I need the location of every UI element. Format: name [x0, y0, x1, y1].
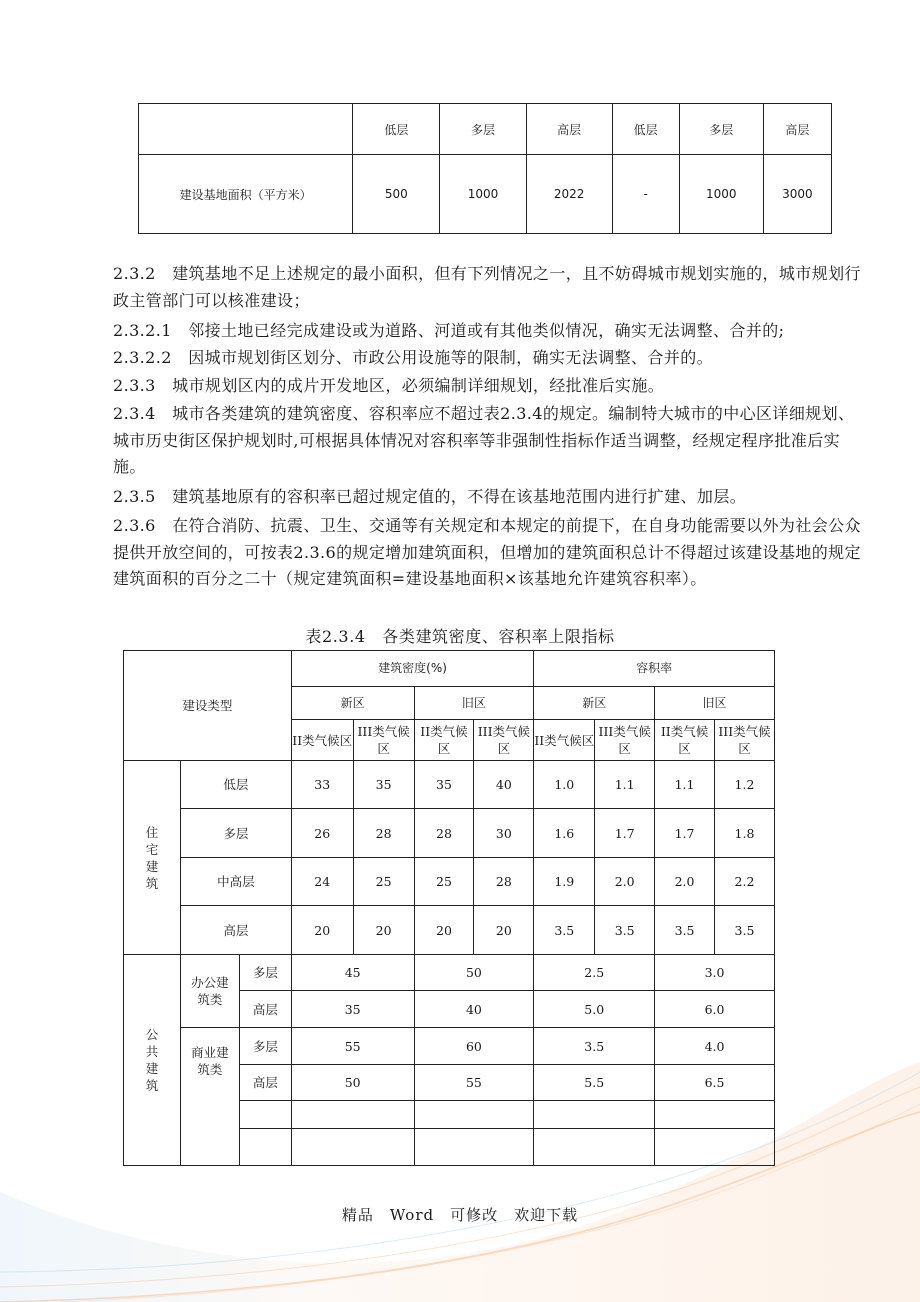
clause-number: 2.3.2: [113, 264, 156, 283]
table-cell: 6.5: [655, 1065, 775, 1101]
table-cell: 35: [353, 761, 414, 809]
public-label: 公共建筑: [124, 955, 181, 1166]
table-row: [124, 906, 775, 955]
clause-number: 2.3.6: [113, 516, 156, 535]
table-cell: 2.0: [595, 858, 655, 906]
table-cell: 20: [414, 906, 474, 955]
clause-text: 建筑基地不足上述规定的最小面积，但有下列情况之一，且不妨碍城市规划实施的，城市规划行政主管部门可以核准建设；: [113, 264, 861, 310]
table-cell: 3.5: [715, 906, 775, 955]
empty-cell: [534, 1101, 655, 1129]
table-caption: 表2.3.4 各类建筑密度、容积率上限指标: [305, 627, 615, 646]
footer-text: 可修改: [450, 1206, 499, 1224]
climate-zone-header: III类气候区: [474, 720, 534, 761]
table-row: [124, 955, 775, 991]
residential-label: 住宅建筑: [124, 761, 181, 955]
table-cell: 3.0: [655, 955, 775, 991]
clause-paragraph: [113, 484, 865, 511]
table-cell: 3.5: [534, 1028, 655, 1065]
clause-text: 城市规划区内的成片开发地区，必须编制详细规划，经批准后实施。: [172, 376, 665, 395]
table-cell: 20: [291, 906, 353, 955]
clause-text: 因城市规划街区划分、市政公用设施等的限制，确实无法调整、合并的。: [188, 348, 713, 367]
clause-paragraph: [113, 318, 865, 345]
row-label: 多层: [239, 955, 291, 991]
empty-cell: [239, 1101, 291, 1129]
climate-zone-header: III类气候区: [715, 720, 775, 761]
table-cell: 25: [353, 858, 414, 906]
table-row: [124, 809, 775, 858]
table-header-cell: [139, 104, 353, 155]
clause-text: 在符合消防、抗震、卫生、交通等有关规定和本规定的前提下，在自身功能需要以外为社会公众提供开放空间的，可按表2.3.6的规定增加建筑面积，但增加的建筑面积总计不得超过该建设基地的规定建筑面积的百分之二十（规定建筑面积=建设基地面积×该基地允许建筑容积率）。: [113, 516, 861, 588]
table-cell: 2.2: [715, 858, 775, 906]
row-label: 多层: [180, 809, 291, 858]
table-cell: 3000: [763, 155, 831, 234]
new-area-header: 新区: [534, 687, 655, 720]
row-label: 高层: [180, 906, 291, 955]
table-cell: 5.5: [534, 1065, 655, 1101]
table-cell: 1.1: [655, 761, 715, 809]
table-cell: 28: [353, 809, 414, 858]
building-site-area-table: [138, 103, 832, 234]
row-label: 高层: [239, 1065, 291, 1101]
table-cell: 2.5: [534, 955, 655, 991]
footer-text: 欢迎下载: [514, 1206, 579, 1224]
empty-cell: [534, 1129, 655, 1166]
table-cell: 24: [291, 858, 353, 906]
density-far-limit-table: [123, 650, 775, 1166]
table-row: [124, 651, 775, 687]
table-row: [139, 104, 832, 155]
table-cell: 1.9: [534, 858, 595, 906]
table-cell: 2022: [526, 155, 612, 234]
table-cell: 建设基地面积（平方米）: [139, 155, 353, 234]
table-cell: 5.0: [534, 991, 655, 1028]
climate-zone-header: II类气候区: [655, 720, 715, 761]
table-cell: 55: [414, 1065, 534, 1101]
climate-zone-header: II类气候区: [414, 720, 474, 761]
climate-zone-header: III类气候区: [595, 720, 655, 761]
empty-cell: [414, 1101, 534, 1129]
table-cell: 1.7: [655, 809, 715, 858]
empty-cell: [414, 1129, 534, 1166]
table-cell: 60: [414, 1028, 534, 1065]
clause-text: 建筑基地原有的容积率已超过规定值的，不得在该基地范围内进行扩建、加层。: [172, 487, 747, 506]
clause-number: 2.3.5: [113, 487, 156, 506]
table-cell: 3.5: [595, 906, 655, 955]
table-cell: 1000: [679, 155, 763, 234]
empty-cell: [655, 1101, 775, 1129]
table-cell: 50: [414, 955, 534, 991]
clause-paragraph: [113, 373, 865, 400]
row-label: 高层: [239, 991, 291, 1028]
table-cell: 55: [291, 1028, 414, 1065]
table-cell: 500: [353, 155, 440, 234]
table-cell: 2.0: [655, 858, 715, 906]
clause-paragraph: [113, 345, 865, 372]
page-footer: [0, 1204, 920, 1225]
table-header-cell: 高层: [526, 104, 612, 155]
table-cell: 28: [414, 809, 474, 858]
clause-number: 2.3.2.2: [113, 348, 172, 367]
clause-text: 邻接土地已经完成建设或为道路、河道或有其他类似情况，确实无法调整、合并的;: [188, 321, 785, 340]
row-label: 中高层: [180, 858, 291, 906]
table-cell: 1000: [440, 155, 526, 234]
table-cell: 33: [291, 761, 353, 809]
type-header: 建设类型: [124, 651, 292, 761]
table-cell: 30: [474, 809, 534, 858]
table-cell: 50: [291, 1065, 414, 1101]
table-cell: 1.1: [595, 761, 655, 809]
commercial-label: 商业建筑类: [180, 1028, 239, 1166]
table-row: [124, 761, 775, 809]
row-label: 多层: [239, 1028, 291, 1065]
density-header: 建筑密度(%): [291, 651, 534, 687]
table-header-cell: 低层: [353, 104, 440, 155]
empty-cell: [291, 1129, 414, 1166]
climate-zone-header: II类气候区: [534, 720, 595, 761]
old-area-header: 旧区: [655, 687, 775, 720]
table-cell: 1.8: [715, 809, 775, 858]
table-cell: 28: [474, 858, 534, 906]
old-area-header: 旧区: [414, 687, 534, 720]
table-row: [124, 1028, 775, 1065]
table-cell: -: [612, 155, 679, 234]
new-area-header: 新区: [291, 687, 414, 720]
table-cell: 3.5: [655, 906, 715, 955]
table-cell: 1.2: [715, 761, 775, 809]
table-cell: 35: [414, 761, 474, 809]
table-cell: 45: [291, 955, 414, 991]
climate-zone-header: II类气候区: [291, 720, 353, 761]
table-cell: 40: [474, 761, 534, 809]
table-cell: 1.6: [534, 809, 595, 858]
far-header: 容积率: [534, 651, 775, 687]
row-label: 低层: [180, 761, 291, 809]
clause-number: 2.3.3: [113, 376, 156, 395]
clause-paragraph: [113, 513, 865, 593]
table-header-cell: 高层: [763, 104, 831, 155]
footer-text: Word: [389, 1206, 435, 1224]
empty-cell: [291, 1101, 414, 1129]
footer-text: 精品: [341, 1206, 374, 1224]
climate-zone-header: III类气候区: [353, 720, 414, 761]
clause-number: 2.3.4: [113, 404, 156, 423]
table-cell: 26: [291, 809, 353, 858]
table-cell: 1.7: [595, 809, 655, 858]
clause-text: 城市各类建筑的建筑密度、容积率应不超过表2.3.4的规定。编制特大城市的中心区详细规划、城市历史街区保护规划时,可根据具体情况对容积率等非强制性指标作适当调整，经规定程序批准后实施。: [113, 404, 855, 476]
table-cell: 20: [474, 906, 534, 955]
table-header-cell: 多层: [440, 104, 526, 155]
table-cell: 25: [414, 858, 474, 906]
table-cell: 4.0: [655, 1028, 775, 1065]
table-row: [139, 155, 832, 234]
empty-cell: [239, 1129, 291, 1166]
table-cell: 35: [291, 991, 414, 1028]
table-header-cell: 低层: [612, 104, 679, 155]
table-cell: 1.0: [534, 761, 595, 809]
empty-cell: [655, 1129, 775, 1166]
table-cell: 6.0: [655, 991, 775, 1028]
table-cell: 40: [414, 991, 534, 1028]
clause-number: 2.3.2.1: [113, 321, 172, 340]
office-label: 办公建筑类: [180, 955, 239, 1028]
table-cell: 3.5: [534, 906, 595, 955]
table-row: [124, 858, 775, 906]
table-header-cell: 多层: [679, 104, 763, 155]
table-cell: 20: [353, 906, 414, 955]
clause-paragraph: [113, 401, 865, 481]
clause-paragraph: [113, 261, 865, 314]
